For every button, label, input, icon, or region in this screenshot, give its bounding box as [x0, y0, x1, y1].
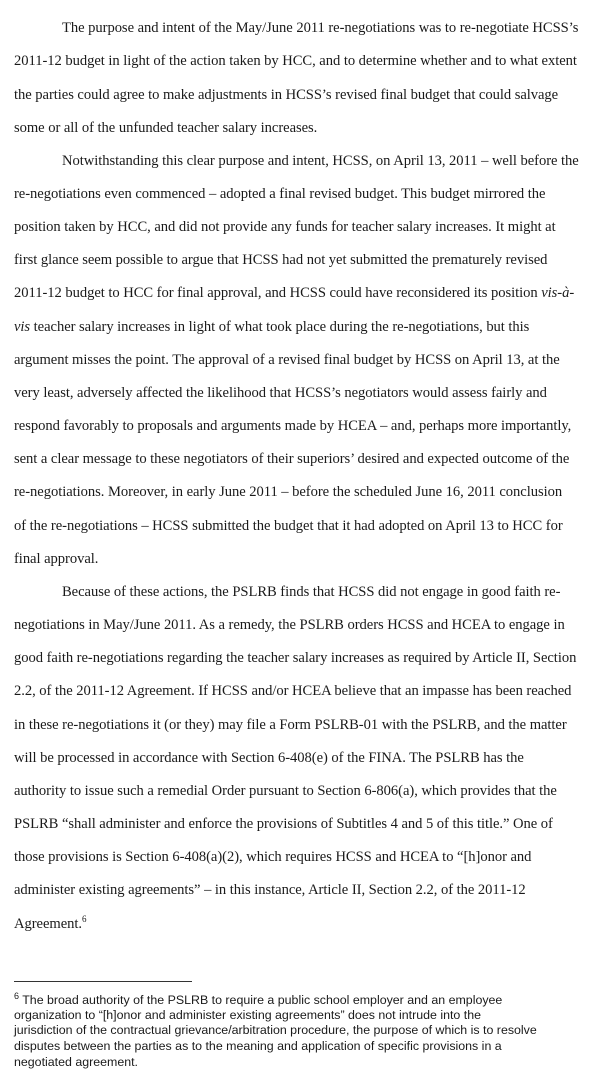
- footnote-divider: [14, 981, 192, 982]
- paragraph-2-line-9: respond favorably to proposals and arguments made by HCEA – and, perhaps more importantly,: [14, 418, 572, 434]
- paragraph-2-line-6-text: teacher salary increases in light of what took place during the re-negotiations, but this: [30, 319, 530, 335]
- paragraph-3-line-8: PSLRB “shall administer and enforce the provisions of Subtitles 4 and 5 of this title.” One of: [14, 816, 553, 832]
- paragraph-1-line-1: The purpose and intent of the May/June 2011 re-negotiations was to re-negotiate HCSS’s: [62, 20, 579, 36]
- paragraph-3-line-5: in these re-negotiations it (or they) may file a Form PSLRB-01 with the PSLRB, and the matter: [14, 717, 567, 733]
- footnote-marker: 6: [14, 990, 20, 1001]
- paragraph-2-line-2: re-negotiations even commenced – adopted a final revised budget. This budget mirrored the: [14, 186, 546, 202]
- footnote-line-1: [14, 990, 580, 1008]
- paragraph-3-line-10: administer existing agreements” – in this instance, Article II, Section 2.2, of the 2011-12: [14, 882, 526, 898]
- paragraph-2-line-5-text: 2011-12 budget to HCC for final approval, and HCSS could have reconsidered its position: [14, 285, 542, 301]
- paragraph-3-line-3: good faith re-negotiations regarding the teacher salary increases as required by Article II, Section: [14, 650, 577, 666]
- paragraph-2-line-3: position taken by HCC, and did not provide any funds for teacher salary increases. It might at: [14, 219, 556, 235]
- paragraph-1-line-3: the parties could agree to make adjustments in HCSS’s revised final budget that could salvage: [14, 87, 559, 103]
- paragraph-2-line-1: Notwithstanding this clear purpose and intent, HCSS, on April 13, 2011 – well before the: [62, 153, 579, 169]
- paragraph-1-line-4: some or all of the unfunded teacher salary increases.: [14, 120, 318, 136]
- paragraph-3-line-11-text: Agreement.: [14, 916, 82, 932]
- footnote-line-1-text: The broad authority of the PSLRB to require a public school employer and an employee: [19, 993, 503, 1007]
- paragraph-2-line-10: sent a clear message to these negotiators of their superiors’ desired and expected outcome of the: [14, 451, 570, 467]
- paragraph-2-line-8: very least, adversely affected the likelihood that HCSS’s negotiators would assess fairly and: [14, 385, 547, 401]
- footnote-line-2: organization to “[h]onor and administer existing agreements” does not intrude into the: [14, 1008, 481, 1022]
- footnote-reference: 6: [81, 914, 87, 925]
- paragraph-2-line-6: [14, 318, 580, 336]
- footnote-line-5: negotiated agreement.: [14, 1055, 138, 1069]
- paragraph-3-line-9: those provisions is Section 6-408(a)(2), which requires HCSS and HCEA to “[h]onor and: [14, 849, 532, 865]
- italic-vis-a-vis-start: vis-à-: [541, 285, 575, 301]
- footnote-line-3: jurisdiction of the contractual grievance/arbitration procedure, the purpose of which is to resolve: [14, 1023, 537, 1037]
- paragraph-2-line-12: of the re-negotiations – HCSS submitted the budget that it had adopted on April 13 to HCC for: [14, 518, 563, 534]
- paragraph-3-line-11: [14, 915, 580, 933]
- paragraph-2-line-11: re-negotiations. Moreover, in early June 2011 – before the scheduled June 16, 2011 conclusion: [14, 484, 563, 500]
- italic-vis-a-vis-end: vis: [14, 319, 31, 335]
- paragraph-2-line-5: [14, 284, 580, 302]
- paragraph-3-line-4: 2.2, of the 2011-12 Agreement. If HCSS and/or HCEA believe that an impasse has been reached: [14, 683, 572, 699]
- footnote-line-4: disputes between the parties as to the meaning and application of specific provisions in a: [14, 1039, 502, 1053]
- paragraph-2-line-13: final approval.: [14, 551, 99, 567]
- paragraph-3-line-7: authority to issue such a remedial Order pursuant to Section 6-806(a), which provides that the: [14, 783, 557, 799]
- paragraph-3-line-1: Because of these actions, the PSLRB finds that HCSS did not engage in good faith re-: [62, 584, 561, 600]
- paragraph-3-line-2: negotiations in May/June 2011. As a remedy, the PSLRB orders HCSS and HCEA to engage in: [14, 617, 565, 633]
- paragraph-2-line-7: argument misses the point. The approval of a revised final budget by HCSS on April 13, at the: [14, 352, 560, 368]
- paragraph-2-line-4: first glance seem possible to argue that HCSS had not yet submitted the prematurely revised: [14, 252, 548, 268]
- paragraph-3-line-6: will be processed in accordance with Section 6-408(e) of the FINA. The PSLRB has the: [14, 750, 524, 766]
- paragraph-1-line-2: 2011-12 budget in light of the action taken by HCC, and to determine whether and to what extent: [14, 53, 577, 69]
